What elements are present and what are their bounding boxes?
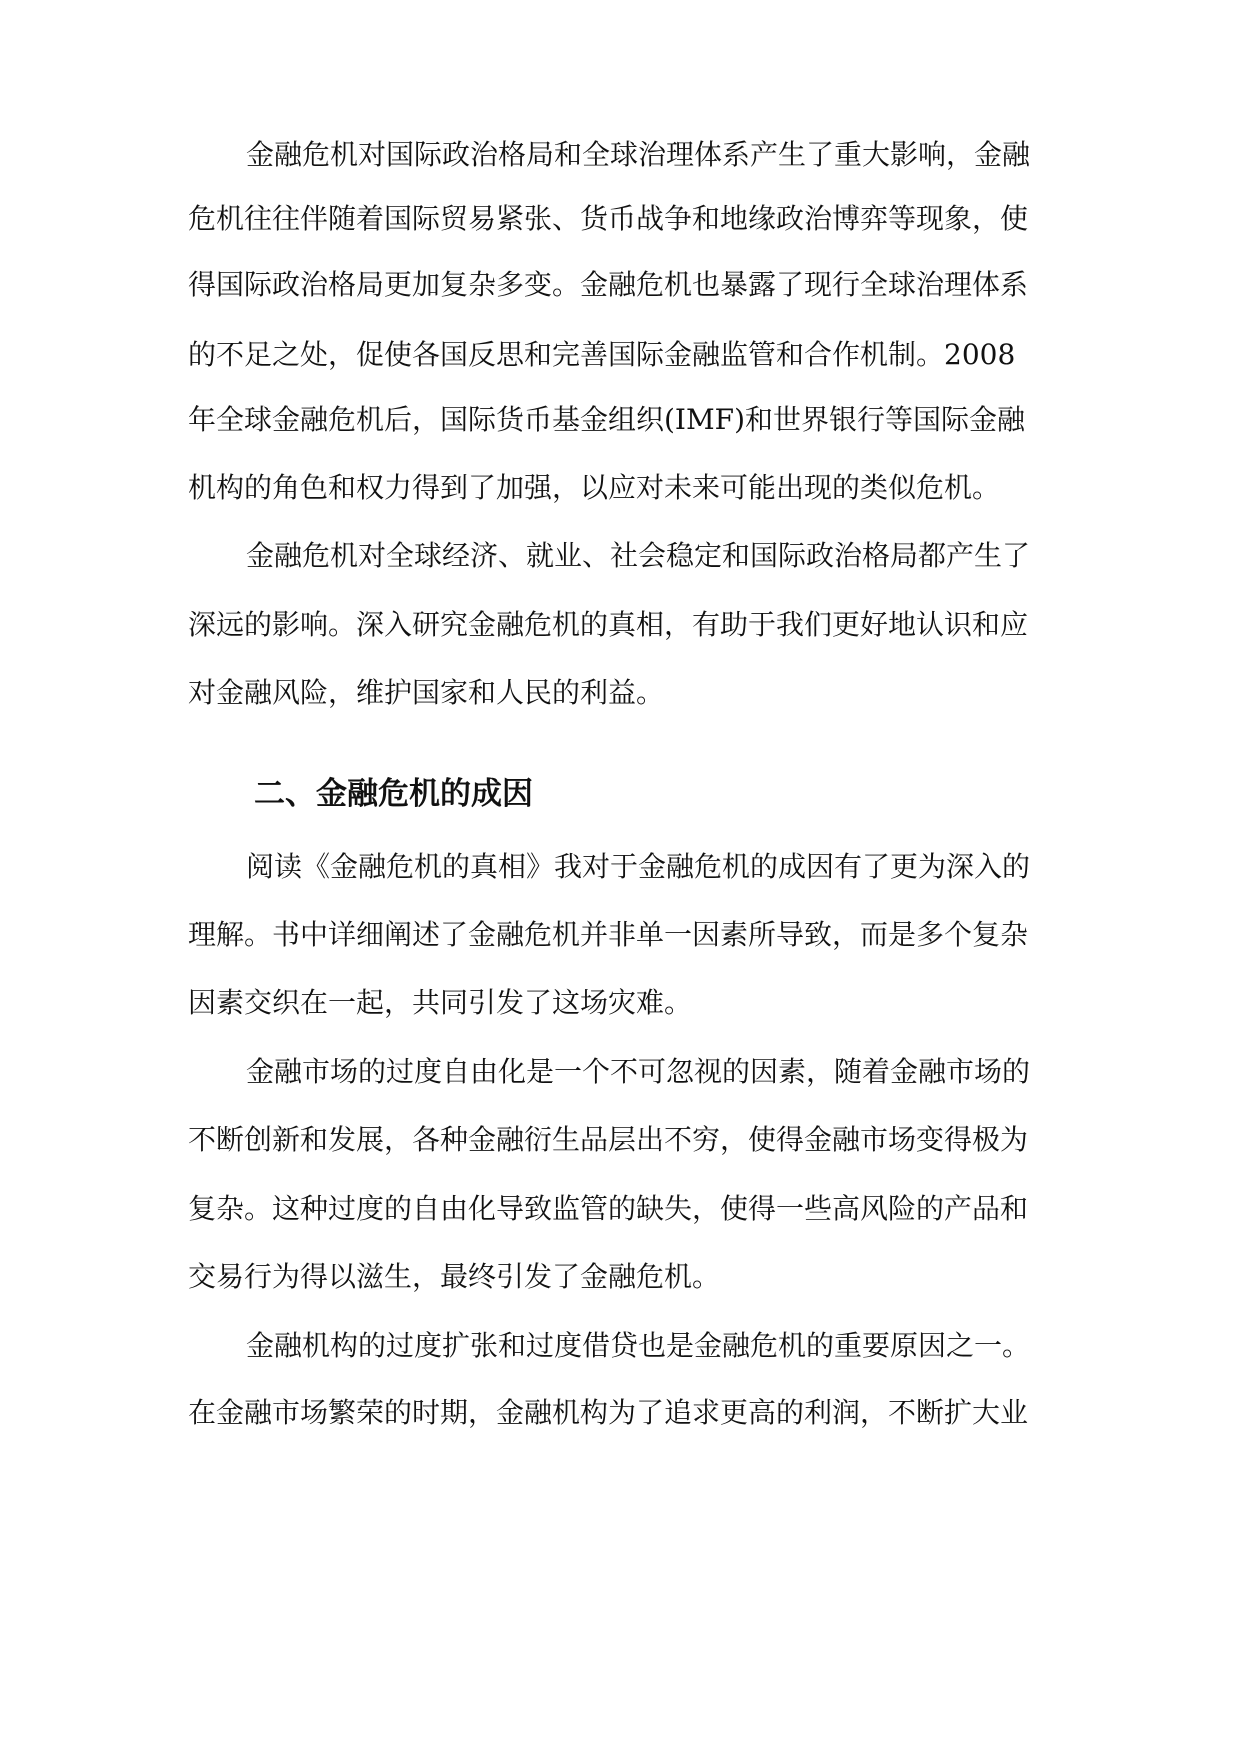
paragraph-2-line-2: 深远的影响。深入研究金融危机的真相，有助于我们更好地认识和应 bbox=[188, 608, 1029, 641]
paragraph-1-line-6: 机构的角色和权力得到了加强，以应对未来可能出现的类似危机。 bbox=[188, 471, 1001, 504]
paragraph-2-line-3: 对金融风险，维护国家和人民的利益。 bbox=[188, 676, 665, 709]
section-paragraph-2-line-4: 交易行为得以滋生，最终引发了金融危机。 bbox=[188, 1260, 721, 1293]
paragraph-1-line-5: 年全球金融危机后，国际货币基金组织(IMF)和世界银行等国际金融 bbox=[188, 403, 1026, 436]
section-paragraph-3-line-1: 金融机构的过度扩张和过度借贷也是金融危机的重要原因之一。 bbox=[246, 1329, 1031, 1362]
paragraph-1-line-1: 金融危机对国际政治格局和全球治理体系产生了重大影响，金融 bbox=[246, 138, 1031, 171]
section-paragraph-1-line-2: 理解。书中详细阐述了金融危机并非单一因素所导致，而是多个复杂 bbox=[188, 918, 1029, 951]
section-paragraph-3-line-2: 在金融市场繁荣的时期，金融机构为了追求更高的利润，不断扩大业 bbox=[188, 1396, 1029, 1429]
paragraph-2-line-1: 金融危机对全球经济、就业、社会稳定和国际政治格局都产生了 bbox=[246, 539, 1031, 572]
paragraph-1-line-4: 的不足之处，促使各国反思和完善国际金融监管和合作机制。2008 bbox=[188, 338, 1016, 371]
section-paragraph-2-line-1: 金融市场的过度自由化是一个不可忽视的因素，随着金融市场的 bbox=[246, 1055, 1031, 1088]
section-heading: 二、金融危机的成因 bbox=[254, 776, 533, 812]
section-paragraph-1-line-3: 因素交织在一起，共同引发了这场灾难。 bbox=[188, 986, 693, 1019]
paragraph-1-line-3: 得国际政治格局更加复杂多变。金融危机也暴露了现行全球治理体系 bbox=[188, 268, 1029, 301]
section-paragraph-1-line-1: 阅读《金融危机的真相》我对于金融危机的成因有了更为深入的 bbox=[246, 850, 1031, 883]
paragraph-1-line-2: 危机往往伴随着国际贸易紧张、货币战争和地缘政治博弈等现象，使 bbox=[188, 202, 1029, 235]
section-paragraph-2-line-3: 复杂。这种过度的自由化导致监管的缺失，使得一些高风险的产品和 bbox=[188, 1192, 1029, 1225]
section-paragraph-2-line-2: 不断创新和发展，各种金融衍生品层出不穷，使得金融市场变得极为 bbox=[188, 1123, 1029, 1156]
